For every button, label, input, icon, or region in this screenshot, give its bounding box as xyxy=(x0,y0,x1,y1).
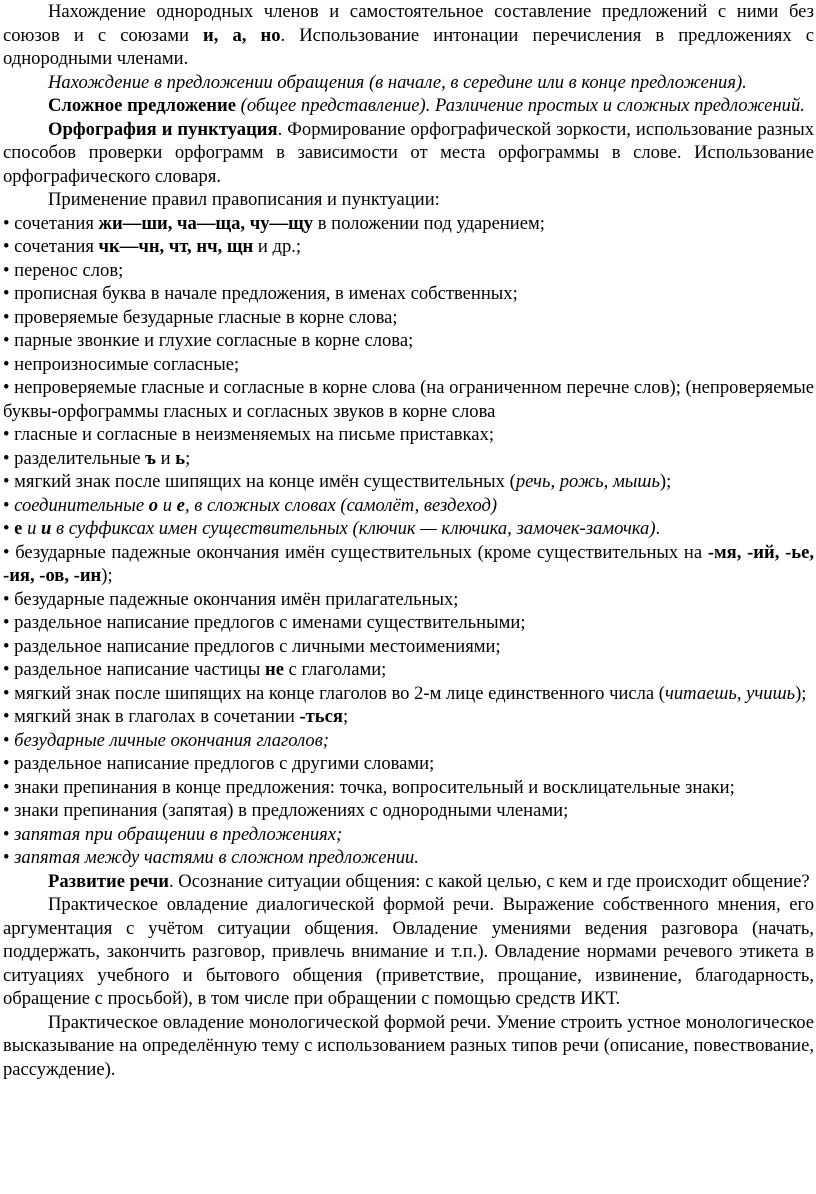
list-item: • непроверяемые гласные и согласные в корне слова (на ограниченном перечне слов); (непроверяемые буквы-орфограммы гласных и согласных звуков в корне слова xyxy=(3,377,814,422)
list-item: • парные звонкие и глухие согласные в корне слова; xyxy=(3,330,414,351)
list-item xyxy=(0,447,816,471)
list-item xyxy=(0,212,816,236)
list-item: • раздельное написание предлогов с именами существительными; xyxy=(3,612,526,633)
list-item xyxy=(0,494,816,518)
paragraph-homogeneous-members xyxy=(0,0,816,71)
list-item: • раздельное написание предлогов с другими словами; xyxy=(3,753,435,774)
bold-text: не xyxy=(264,659,284,680)
text: . Формирование орфографической зоркости, использование разных способов проверки орфограмм в зависимости от места орфограммы в слове. Использование орфографического словаря. xyxy=(3,118,814,187)
italic-text: Нахождение в предложении обращения (в начале, в середине или в конце предложения). xyxy=(48,71,747,93)
list-item: • прописная буква в начале предложения, в именах собственных; xyxy=(3,283,518,304)
italic-text: речь, рожь, мышь xyxy=(515,471,660,492)
list-item xyxy=(0,658,816,682)
list-item xyxy=(0,541,816,588)
italic-text: (общее представление). Различение простых и сложных предложений. xyxy=(236,95,805,116)
text: ); xyxy=(101,565,113,586)
paragraph-monolog: Практическое овладение монологической формой речи. Умение строить устное монологическое высказывание на определённую тему с использованием разных типов речи (описание, повествование, рассуждение). xyxy=(3,1011,814,1080)
text: и др.; xyxy=(253,236,302,257)
text: Нахождение однородных членов и самостоятельное составление предложений с ними без союзов и с союзами xyxy=(3,1,814,46)
list-item: • проверяемые безударные гласные в корне слова; xyxy=(3,306,398,328)
list-item xyxy=(0,517,816,541)
list-item xyxy=(0,682,816,706)
italic-text: в суффиксах имен существительных (ключик — ключика, замочек-замочка) xyxy=(51,518,656,539)
text: • безударные падежные окончания имён существительных (кроме существительных на xyxy=(3,541,708,563)
bold-italic-text: о xyxy=(148,494,159,516)
text: • сочетания xyxy=(3,212,99,234)
text: • xyxy=(3,494,15,516)
text: ); xyxy=(795,682,807,704)
text: • xyxy=(3,823,15,845)
italic-text: , в сложных словах (самолёт, вездеход) xyxy=(184,494,498,516)
text: • мягкий знак после шипящих на конце глаголов во 2-м лице единственного числа ( xyxy=(3,682,666,704)
bold-text: -ться xyxy=(299,706,343,727)
list-item xyxy=(0,846,816,870)
text: • мягкий знак в глаголах в сочетании xyxy=(3,706,300,727)
text: • разделительные xyxy=(3,447,146,469)
list-item xyxy=(0,729,816,753)
bold-text: ь xyxy=(175,447,186,469)
italic-text: безударные личные окончания глаголов; xyxy=(14,729,329,751)
bold-italic-text: е xyxy=(176,494,185,516)
bold-text: -мя, -ий, -ье, -ия, -ов, -ин xyxy=(3,541,814,586)
text: • сочетания xyxy=(3,236,99,257)
text: • xyxy=(3,729,15,751)
heading-complex-sentence: Сложное предложение xyxy=(48,95,236,116)
italic-text: запятая между частями в сложном предложении. xyxy=(14,847,419,868)
paragraph-spelling xyxy=(0,118,816,189)
bold-conjunctions: и, а, но xyxy=(203,24,281,46)
bold-text: жи—ши, ча—ща, чу—щу xyxy=(98,212,314,234)
italic-text: соединительные xyxy=(14,494,149,516)
bold-italic-text: и xyxy=(41,518,52,539)
list-item: • раздельное написание предлогов с личными местоимениями; xyxy=(3,635,501,657)
text: ); xyxy=(659,471,672,492)
text: . Использование интонации перечисления в предложениях с однородными членами. xyxy=(3,24,814,69)
list-item: • перенос слов; xyxy=(3,259,124,281)
list-item: • знаки препинания (запятая) в предложениях с однородными членами; xyxy=(3,800,569,821)
italic-text: читаешь, учишь xyxy=(665,682,796,704)
text: . Осознание ситуации общения: с какой целью, с кем и где происходит общение? xyxy=(168,870,810,892)
list-item: • знаки препинания в конце предложения: точка, вопросительный и восклицательные знаки; xyxy=(3,776,735,798)
italic-text: запятая при обращении в предложениях; xyxy=(14,823,343,845)
bold-text: чк—чн, чт, нч, щн xyxy=(98,236,254,257)
list-item: • безударные падежные окончания имён прилагательных; xyxy=(3,588,459,610)
text: ; xyxy=(185,447,191,469)
text: с глаголами; xyxy=(283,659,387,680)
paragraph-speech-development xyxy=(0,870,816,894)
list-item: • непроизносимые согласные; xyxy=(3,353,240,375)
text: • xyxy=(3,847,15,868)
bold-text: ъ xyxy=(145,447,156,469)
heading-speech-development: Развитие речи xyxy=(48,870,169,892)
paragraph-complex-sentence xyxy=(0,94,816,118)
paragraph-address xyxy=(0,71,816,95)
text: . xyxy=(655,518,661,539)
list-item xyxy=(0,705,816,729)
list-item xyxy=(0,235,816,259)
text: • раздельное написание частицы xyxy=(3,659,265,680)
text: • xyxy=(3,518,15,539)
text: и xyxy=(155,447,176,469)
bold-text: е xyxy=(14,518,23,539)
text: в положении под ударением; xyxy=(313,212,545,234)
list-item xyxy=(0,823,816,847)
rules-intro: Применение правил правописания и пунктуации: xyxy=(48,189,440,210)
text: ; xyxy=(342,706,349,727)
heading-spelling: Орфография и пунктуация xyxy=(48,118,278,140)
list-item xyxy=(0,470,816,494)
italic-text: и xyxy=(158,494,177,516)
paragraph-dialog: Практическое овладение диалогической формой речи. Выражение собственного мнения, его аргументация с учётом ситуации общения. Овладение умениями ведения разговора (начать, поддержать, закончить разговор, привлечь внимание и т.п.). Овладение нормами речевого этикета в ситуациях учебного и бытового общения (приветствие, прощание, извинение, благодарность, обращение с просьбой), в том числе при обращении с помощью средств ИКТ. xyxy=(3,894,814,1009)
italic-text: и xyxy=(22,518,42,539)
list-item: • гласные и согласные в неизменяемых на письме приставках; xyxy=(3,424,495,445)
text: • мягкий знак после шипящих на конце имён существительных ( xyxy=(3,471,516,492)
